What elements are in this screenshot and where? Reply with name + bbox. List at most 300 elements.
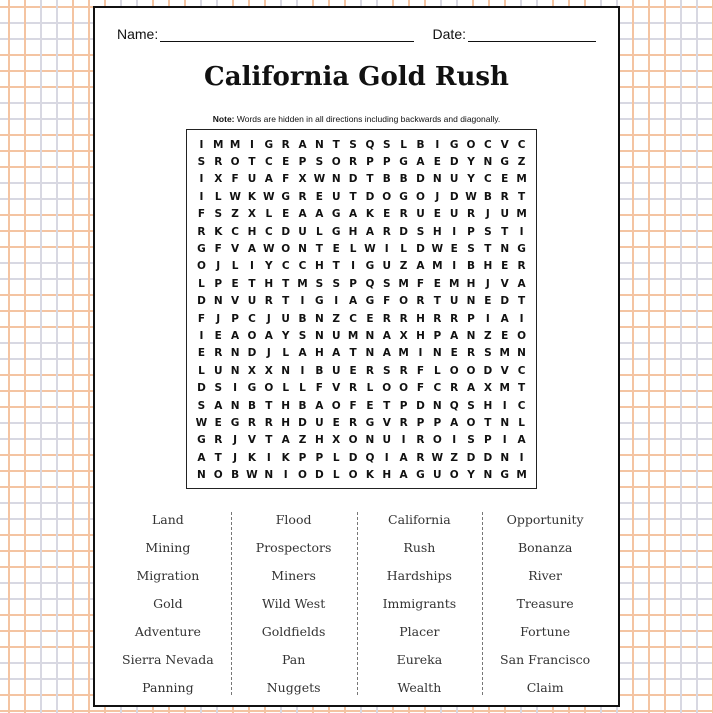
grid-letter[interactable]: L — [366, 382, 374, 395]
grid-letter[interactable]: C — [264, 156, 273, 169]
grid-letter[interactable]: R — [416, 434, 425, 447]
grid-letter[interactable]: T — [517, 190, 526, 203]
grid-letter[interactable]: U — [247, 295, 257, 308]
date-field[interactable] — [433, 22, 596, 42]
grid-letter[interactable]: U — [433, 469, 442, 482]
grid-letter[interactable]: U — [331, 364, 341, 377]
grid-letter[interactable]: E — [501, 260, 509, 273]
grid-letter[interactable]: G — [365, 295, 375, 308]
grid-letter[interactable]: P — [315, 451, 324, 464]
grid-letter[interactable]: W — [431, 451, 444, 464]
grid-letter[interactable]: L — [299, 382, 306, 395]
grid-letter[interactable]: C — [281, 260, 290, 273]
grid-letter[interactable]: I — [250, 138, 254, 151]
grid-letter[interactable]: W — [313, 173, 326, 186]
grid-letter[interactable]: C — [433, 382, 442, 395]
grid-letter[interactable]: R — [214, 347, 223, 360]
grid-letter[interactable]: C — [484, 138, 492, 151]
grid-letter[interactable]: T — [484, 417, 492, 430]
grid-letter[interactable]: K — [247, 190, 257, 203]
grid-letter[interactable]: D — [197, 382, 206, 395]
grid-letter[interactable]: E — [349, 364, 357, 377]
grid-letter[interactable]: I — [452, 260, 457, 273]
grid-letter[interactable]: D — [315, 469, 324, 482]
grid-letter[interactable]: T — [265, 399, 273, 412]
grid-letter[interactable]: R — [214, 434, 223, 447]
grid-letter[interactable]: T — [517, 295, 526, 308]
grid-letter[interactable]: T — [282, 277, 290, 290]
grid-letter[interactable]: N — [466, 295, 476, 308]
grid-letter[interactable]: G — [365, 417, 375, 430]
grid-letter[interactable]: F — [416, 364, 425, 377]
grid-letter[interactable]: V — [500, 138, 509, 151]
grid-letter[interactable]: W — [263, 190, 275, 203]
grid-letter[interactable]: L — [198, 364, 205, 377]
grid-letter[interactable]: C — [349, 312, 357, 325]
grid-letter[interactable]: O — [196, 260, 206, 273]
grid-letter[interactable]: E — [383, 208, 391, 221]
grid-letter[interactable]: L — [316, 225, 323, 238]
grid-letter[interactable]: D — [416, 399, 425, 412]
grid-letter[interactable]: E — [433, 208, 441, 221]
grid-letter[interactable]: X — [247, 208, 257, 221]
grid-letter[interactable]: K — [214, 225, 223, 238]
grid-letter[interactable]: A — [197, 451, 206, 464]
grid-letter[interactable]: E — [450, 243, 458, 256]
grid-letter[interactable]: W — [465, 190, 477, 203]
grid-letter[interactable]: A — [315, 208, 324, 221]
grid-letter[interactable]: F — [231, 173, 239, 186]
grid-letter[interactable]: N — [466, 330, 476, 343]
grid-letter[interactable]: P — [382, 156, 391, 169]
grid-letter[interactable]: C — [298, 260, 307, 273]
grid-letter[interactable]: T — [248, 156, 256, 169]
grid-letter[interactable]: I — [351, 260, 356, 273]
grid-letter[interactable]: R — [466, 347, 476, 360]
grid-letter[interactable]: O — [432, 434, 442, 447]
grid-letter[interactable]: G — [517, 243, 526, 256]
grid-letter[interactable]: S — [298, 330, 307, 343]
grid-letter[interactable]: M — [499, 382, 510, 395]
grid-letter[interactable]: N — [230, 347, 240, 360]
grid-letter[interactable]: O — [331, 156, 341, 169]
grid-letter[interactable]: E — [332, 417, 340, 430]
grid-letter[interactable]: L — [332, 469, 340, 482]
grid-letter[interactable]: R — [264, 417, 273, 430]
grid-letter[interactable]: H — [416, 330, 425, 343]
grid-letter[interactable]: O — [213, 469, 223, 482]
grid-letter[interactable]: B — [298, 312, 307, 325]
grid-letter[interactable]: E — [366, 312, 374, 325]
grid-letter[interactable]: H — [466, 277, 476, 290]
grid-letter[interactable]: F — [214, 243, 222, 256]
grid-letter[interactable]: Z — [450, 451, 458, 464]
grid-letter[interactable]: H — [348, 225, 358, 238]
grid-letter[interactable]: I — [452, 225, 457, 238]
grid-letter[interactable]: I — [300, 295, 305, 308]
grid-letter[interactable]: T — [484, 243, 492, 256]
grid-letter[interactable]: I — [199, 138, 204, 151]
grid-letter[interactable]: R — [416, 295, 425, 308]
grid-letter[interactable]: E — [197, 347, 206, 360]
grid-letter[interactable]: O — [466, 417, 476, 430]
grid-letter[interactable]: E — [501, 330, 509, 343]
grid-letter[interactable]: N — [281, 364, 291, 377]
grid-letter[interactable]: N — [432, 399, 442, 412]
grid-letter[interactable]: P — [416, 417, 425, 430]
grid-letter[interactable]: N — [432, 347, 442, 360]
grid-letter[interactable]: S — [349, 138, 357, 151]
grid-letter[interactable]: I — [418, 347, 423, 360]
grid-letter[interactable]: P — [467, 225, 475, 238]
grid-letter[interactable]: P — [366, 156, 374, 169]
grid-letter[interactable]: U — [281, 312, 290, 325]
grid-letter[interactable]: I — [283, 469, 288, 482]
grid-letter[interactable]: Q — [449, 399, 459, 412]
grid-letter[interactable]: V — [500, 277, 509, 290]
name-line[interactable] — [160, 25, 414, 42]
grid-letter[interactable]: X — [332, 434, 341, 447]
grid-letter[interactable]: W — [195, 417, 208, 430]
grid-letter[interactable]: O — [298, 469, 307, 482]
grid-letter[interactable]: J — [233, 434, 238, 447]
grid-letter[interactable]: P — [231, 312, 239, 325]
grid-letter[interactable]: G — [331, 225, 341, 238]
grid-letter[interactable]: A — [315, 399, 324, 412]
grid-letter[interactable]: N — [213, 295, 223, 308]
grid-letter[interactable]: C — [517, 138, 526, 151]
date-line[interactable] — [468, 25, 596, 42]
grid-letter[interactable]: K — [365, 208, 374, 221]
grid-letter[interactable]: T — [332, 260, 340, 273]
grid-letter[interactable]: J — [233, 451, 238, 464]
grid-letter[interactable]: A — [517, 277, 526, 290]
grid-letter[interactable]: D — [197, 295, 206, 308]
grid-letter[interactable]: M — [516, 173, 527, 186]
grid-letter[interactable]: A — [517, 434, 526, 447]
grid-letter[interactable]: V — [247, 434, 257, 447]
grid-letter[interactable]: O — [382, 382, 392, 395]
grid-letter[interactable]: O — [466, 138, 476, 151]
grid-letter[interactable]: P — [399, 399, 408, 412]
grid-letter[interactable]: A — [450, 330, 459, 343]
grid-letter[interactable]: P — [467, 312, 475, 325]
grid-letter[interactable]: A — [231, 330, 240, 343]
grid-letter[interactable]: L — [231, 260, 239, 273]
grid-letter[interactable]: R — [399, 364, 408, 377]
grid-letter[interactable]: C — [231, 225, 239, 238]
grid-letter[interactable]: G — [281, 190, 290, 203]
grid-letter[interactable]: O — [466, 364, 476, 377]
grid-letter[interactable]: D — [298, 417, 307, 430]
grid-letter[interactable]: I — [485, 312, 490, 325]
grid-letter[interactable]: W — [263, 243, 275, 256]
grid-letter[interactable]: O — [348, 469, 358, 482]
grid-letter[interactable]: T — [366, 173, 374, 186]
grid-letter[interactable]: H — [264, 277, 274, 290]
grid-letter[interactable]: E — [332, 243, 340, 256]
grid-letter[interactable]: N — [432, 173, 442, 186]
grid-letter[interactable]: S — [197, 399, 206, 412]
grid-letter[interactable]: U — [449, 295, 459, 308]
grid-letter[interactable]: K — [281, 451, 290, 464]
grid-letter[interactable]: C — [484, 173, 492, 186]
grid-letter[interactable]: C — [517, 364, 526, 377]
grid-letter[interactable]: U — [331, 330, 341, 343]
grid-letter[interactable]: H — [314, 347, 324, 360]
grid-letter[interactable]: O — [399, 295, 409, 308]
grid-letter[interactable]: A — [416, 260, 425, 273]
grid-letter[interactable]: N — [365, 434, 375, 447]
grid-letter[interactable]: B — [467, 260, 476, 273]
grid-letter[interactable]: L — [349, 243, 357, 256]
grid-letter[interactable]: O — [281, 243, 291, 256]
grid-letter[interactable]: A — [332, 347, 341, 360]
grid-letter[interactable]: W — [229, 190, 241, 203]
grid-letter[interactable]: I — [199, 173, 204, 186]
grid-letter[interactable]: T — [332, 138, 340, 151]
grid-letter[interactable]: T — [315, 243, 323, 256]
grid-letter[interactable]: L — [265, 208, 273, 221]
grid-letter[interactable]: B — [315, 364, 324, 377]
grid-letter[interactable]: C — [248, 312, 256, 325]
grid-letter[interactable]: G — [331, 208, 341, 221]
grid-letter[interactable]: U — [214, 364, 223, 377]
grid-letter[interactable]: I — [401, 434, 406, 447]
grid-letter[interactable]: H — [281, 417, 291, 430]
grid-letter[interactable]: X — [247, 364, 257, 377]
grid-letter[interactable]: L — [433, 364, 441, 377]
grid-letter[interactable]: B — [247, 399, 256, 412]
grid-letter[interactable]: R — [500, 190, 509, 203]
grid-letter[interactable]: P — [349, 277, 357, 290]
grid-letter[interactable]: X — [214, 173, 223, 186]
grid-letter[interactable]: A — [214, 399, 223, 412]
grid-letter[interactable]: Z — [484, 330, 492, 343]
grid-letter[interactable]: B — [399, 173, 408, 186]
grid-letter[interactable]: D — [449, 156, 459, 169]
grid-letter[interactable]: N — [230, 399, 240, 412]
grid-letter[interactable]: I — [233, 382, 238, 395]
grid-letter[interactable]: L — [400, 243, 407, 256]
grid-letter[interactable]: S — [382, 138, 391, 151]
grid-letter[interactable]: R — [399, 417, 408, 430]
grid-letter[interactable]: F — [282, 173, 290, 186]
grid-letter[interactable]: D — [466, 451, 476, 464]
grid-letter[interactable]: D — [348, 451, 358, 464]
grid-letter[interactable]: A — [298, 208, 307, 221]
grid-letter[interactable]: I — [502, 434, 507, 447]
grid-letter[interactable]: X — [399, 330, 408, 343]
grid-letter[interactable]: L — [214, 190, 222, 203]
grid-letter[interactable]: N — [517, 347, 526, 360]
grid-letter[interactable]: N — [365, 347, 375, 360]
grid-letter[interactable]: F — [315, 382, 323, 395]
grid-letter[interactable]: Z — [332, 312, 341, 325]
grid-letter[interactable]: H — [247, 225, 257, 238]
grid-letter[interactable]: E — [214, 417, 222, 430]
grid-letter[interactable]: R — [281, 138, 290, 151]
grid-letter[interactable]: U — [416, 208, 425, 221]
grid-letter[interactable]: Z — [231, 208, 239, 221]
grid-letter[interactable]: W — [431, 243, 444, 256]
grid-letter[interactable]: J — [485, 208, 490, 221]
grid-letter[interactable]: S — [467, 243, 475, 256]
grid-letter[interactable]: A — [399, 469, 408, 482]
grid-letter[interactable]: D — [348, 173, 358, 186]
grid-letter[interactable]: E — [282, 208, 290, 221]
grid-letter[interactable]: N — [314, 330, 324, 343]
grid-letter[interactable]: O — [247, 330, 257, 343]
grid-letter[interactable]: A — [382, 330, 391, 343]
grid-letter[interactable]: K — [247, 451, 257, 464]
grid-letter[interactable]: G — [500, 469, 510, 482]
grid-letter[interactable]: R — [264, 295, 273, 308]
grid-letter[interactable]: A — [416, 156, 425, 169]
grid-letter[interactable]: M — [297, 277, 308, 290]
grid-letter[interactable]: L — [198, 277, 205, 290]
grid-letter[interactable]: V — [382, 417, 391, 430]
grid-letter[interactable]: C — [517, 399, 526, 412]
grid-letter[interactable]: N — [483, 469, 493, 482]
grid-letter[interactable]: M — [398, 277, 409, 290]
grid-letter[interactable]: D — [416, 173, 425, 186]
grid-letter[interactable]: H — [416, 312, 425, 325]
grid-letter[interactable]: E — [366, 399, 374, 412]
grid-letter[interactable]: O — [449, 364, 459, 377]
grid-letter[interactable]: D — [247, 347, 257, 360]
grid-letter[interactable]: G — [416, 469, 425, 482]
grid-letter[interactable]: M — [499, 347, 510, 360]
grid-letter[interactable]: G — [500, 156, 510, 169]
grid-letter[interactable]: F — [349, 399, 357, 412]
grid-letter[interactable]: U — [247, 173, 257, 186]
grid-letter[interactable]: S — [382, 277, 391, 290]
grid-letter[interactable]: G — [230, 417, 240, 430]
grid-letter[interactable]: S — [315, 277, 324, 290]
grid-letter[interactable]: G — [264, 138, 274, 151]
grid-letter[interactable]: N — [314, 138, 324, 151]
grid-letter[interactable]: X — [298, 173, 307, 186]
grid-letter[interactable]: Q — [365, 138, 375, 151]
grid-letter[interactable]: J — [216, 260, 221, 273]
grid-letter[interactable]: O — [331, 399, 341, 412]
grid-letter[interactable]: T — [433, 295, 441, 308]
grid-letter[interactable]: I — [199, 190, 204, 203]
grid-letter[interactable]: L — [332, 451, 340, 464]
grid-letter[interactable]: G — [365, 260, 375, 273]
grid-letter[interactable]: C — [264, 225, 273, 238]
grid-letter[interactable]: S — [214, 208, 223, 221]
grid-letter[interactable]: R — [349, 417, 358, 430]
grid-letter[interactable]: T — [248, 277, 256, 290]
grid-letter[interactable]: E — [433, 277, 441, 290]
grid-letter[interactable]: R — [349, 382, 358, 395]
grid-letter[interactable]: B — [231, 469, 240, 482]
grid-letter[interactable]: P — [298, 156, 307, 169]
grid-letter[interactable]: S — [484, 225, 492, 238]
grid-letter[interactable]: D — [500, 295, 510, 308]
grid-letter[interactable]: T — [383, 399, 391, 412]
grid-letter[interactable]: L — [518, 417, 525, 430]
grid-letter[interactable]: I — [519, 312, 524, 325]
grid-letter[interactable]: N — [230, 364, 240, 377]
grid-letter[interactable]: O — [382, 190, 392, 203]
grid-letter[interactable]: R — [298, 190, 307, 203]
grid-letter[interactable]: B — [416, 138, 425, 151]
grid-letter[interactable]: R — [433, 312, 442, 325]
grid-letter[interactable]: R — [349, 156, 358, 169]
grid-letter[interactable]: Y — [265, 260, 273, 273]
grid-letter[interactable]: V — [231, 295, 240, 308]
grid-letter[interactable]: Y — [281, 330, 290, 343]
grid-letter[interactable]: S — [315, 156, 324, 169]
grid-letter[interactable]: R — [365, 364, 374, 377]
grid-letter[interactable]: P — [433, 417, 442, 430]
grid-letter[interactable]: H — [483, 260, 493, 273]
grid-letter[interactable]: W — [364, 243, 376, 256]
grid-letter[interactable]: W — [246, 469, 258, 482]
grid-letter[interactable]: F — [197, 208, 206, 221]
grid-letter[interactable]: I — [384, 451, 389, 464]
grid-letter[interactable]: R — [450, 382, 459, 395]
grid-letter[interactable]: V — [231, 243, 240, 256]
grid-letter[interactable]: T — [517, 382, 526, 395]
grid-letter[interactable]: P — [484, 434, 492, 447]
grid-letter[interactable]: T — [282, 295, 290, 308]
grid-letter[interactable]: L — [400, 138, 407, 151]
grid-letter[interactable]: L — [282, 382, 290, 395]
grid-letter[interactable]: O — [416, 190, 425, 203]
grid-letter[interactable]: S — [467, 399, 475, 412]
grid-letter[interactable]: M — [229, 138, 241, 151]
grid-letter[interactable]: H — [382, 469, 392, 482]
grid-letter[interactable]: O — [399, 382, 409, 395]
grid-letter[interactable]: E — [450, 347, 458, 360]
grid-letter[interactable]: O — [348, 434, 358, 447]
grid-letter[interactable]: J — [266, 347, 271, 360]
name-field[interactable] — [117, 22, 414, 42]
grid-letter[interactable]: N — [314, 312, 324, 325]
grid-letter[interactable]: A — [349, 295, 358, 308]
grid-letter[interactable]: I — [250, 260, 254, 273]
grid-letter[interactable]: P — [298, 451, 307, 464]
grid-letter[interactable]: S — [467, 434, 475, 447]
grid-letter[interactable]: G — [399, 156, 408, 169]
grid-letter[interactable]: G — [247, 382, 257, 395]
grid-letter[interactable]: A — [264, 173, 273, 186]
grid-letter[interactable]: U — [449, 208, 459, 221]
grid-letter[interactable]: V — [500, 364, 509, 377]
grid-letter[interactable]: M — [213, 138, 224, 151]
grid-letter[interactable]: I — [452, 434, 457, 447]
grid-letter[interactable]: R — [197, 225, 206, 238]
grid-letter[interactable]: U — [382, 260, 392, 273]
grid-letter[interactable]: L — [282, 347, 290, 360]
grid-letter[interactable]: A — [349, 208, 358, 221]
grid-letter[interactable]: H — [432, 225, 442, 238]
grid-letter[interactable]: A — [382, 347, 391, 360]
grid-letter[interactable]: J — [435, 190, 440, 203]
grid-letter[interactable]: N — [298, 243, 307, 256]
grid-letter[interactable]: F — [197, 312, 206, 325]
grid-letter[interactable]: J — [216, 312, 221, 325]
grid-letter[interactable]: A — [298, 138, 307, 151]
grid-letter[interactable]: I — [266, 451, 271, 464]
grid-letter[interactable]: H — [314, 260, 324, 273]
grid-letter[interactable]: U — [298, 225, 307, 238]
grid-letter[interactable]: R — [466, 208, 476, 221]
